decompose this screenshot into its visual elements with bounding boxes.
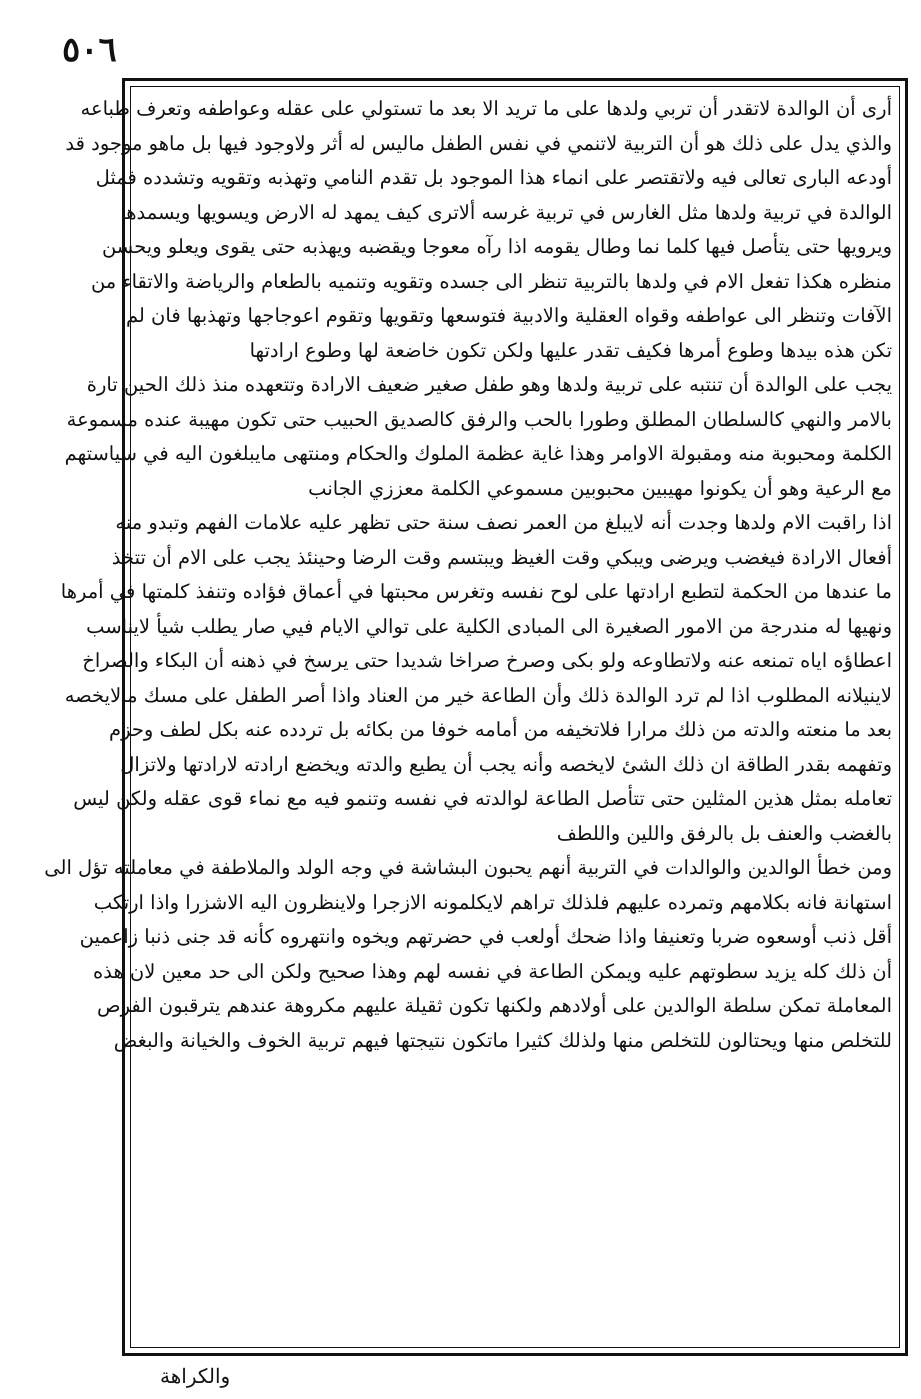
text-line: منظره هكذا تفعل الام في ولدها بالتربية تنظر الى جسده وتقويه وتنميه بالطعام والرياضة والاتقاء من <box>90 269 892 293</box>
text-line: الآفات وتنظر الى عواطفه وقواه العقلية والادبية فتوسعها وتقويها وتقوم اعوجاجها وتهذبها فان لم <box>125 304 892 327</box>
text-body <box>44 92 898 1324</box>
text-line: مع الرعية وهو أن يكونوا مهيبين محبوبين مسموعي الكلمة معززي الجانب <box>308 476 892 500</box>
text-line: الكلمة ومحبوبة منه ومقبولة الاوامر وهذا غاية عظمة الملوك والحكام ومنتهى مايبلغون اليه في سياستهم <box>64 442 892 465</box>
text-line: أودعه البارى تعالى فيه ولاتقتصر على انماء هذا الموجود بل تقدم النامي وتهذبه وتقويه وتشدده فمثل <box>95 166 892 189</box>
text-line: بالامر والنهي كالسلطان المطلق وطورا بالحب والرفق كالصديق الحبيب حتى تكون مهيبة عنده مسموعة <box>66 407 892 431</box>
catchword: والكراهة <box>160 1364 231 1388</box>
text-line: اعطاؤه اياه تمنعه عنه ولاتطاوعه ولو بكى وصرخ صراخا شديدا حتى يرسخ في ذهنه أن البكاء والصراخ <box>82 649 892 672</box>
text-line: أقل ذنب أوسعوه ضربا وتعنيفا واذا ضحك أولعب في حضرتهم ويخوه وانتهروه كأنه قد جنى ذنبا زاعمين <box>79 925 892 948</box>
text-line: استهانة فانه بكلامهم وتمرده عليهم فلذلك تراهم لايكلمونه الازجرا ولاينظرون اليه الاشزرا واذا ارتكب <box>93 890 892 914</box>
text-line: يجب على الوالدة أن تنتبه على تربية ولدها وهو طفل صغير ضعيف الارادة وتتعهده منذ ذلك الحين تارة <box>86 373 892 396</box>
text-line: أرى أن الوالدة لاتقدر أن تربي ولدها على ما تريد الا بعد ما تستولي على عقله وعواطفه وتعرف طباعه <box>80 97 892 120</box>
text-line: بالغضب والعنف بل بالرفق واللين واللطف <box>556 821 892 845</box>
text-line: ومن خطأ الوالدين والوالدات في التربية أنهم يحبون البشاشة في وجه الولد والملاطفة في معاملته تؤل الى <box>44 856 892 879</box>
text-line: أن ذلك كله يزيد سطوتهم عليه ويمكن الطاعة في نفسه لهم وهذا صحيح ولكن الى حد معين لان هذه <box>93 959 892 983</box>
text-line: والذي يدل على ذلك هو أن التربية لاتنمي في نفس الطفل ماليس له أثر ولاوجود فيها بل ماهو موجود قد <box>65 131 892 155</box>
text-line: وتفهمه بقدر الطاقة ان ذلك الشئ لايخصه وأنه يجب أن يطيع والدته ويخضع ارادته لارادتها ولاتزال <box>120 752 892 776</box>
text-line: المعاملة تمكن سلطة الوالدين على أولادهم ولكنها تكون ثقيلة عليهم مكروهة عندهم يترقبون الفرص <box>97 994 892 1017</box>
text-line: أفعال الارادة فيغضب ويرضى ويبكي وقت الغيظ ويبتسم وقت الرضا وحينئذ يجب على الام أن تتخذ <box>111 545 892 569</box>
text-line: اذا راقبت الام ولدها وجدت أنه لايبلغ من العمر نصف سنة حتى تظهر عليه علامات الفهم وتبدو منه <box>115 511 892 534</box>
text-line: بعد ما منعته والدته من ذلك مرارا فلاتخيفه من أمامه خوفا من بكائه بل تردده عنه بكل لطف وحزم <box>109 718 892 741</box>
text-line: لاينيلانه المطلوب اذا لم ترد الوالدة ذلك وأن الطاعة خير من العناد واذا أصر الطفل على مسك مالايخصه <box>64 683 892 707</box>
text-line: ونهيها له مندرجة من الامور الصغيرة الى المبادى الكلية على توالي الايام فيي صار يطلب شيأ لايناسب <box>86 614 892 638</box>
text-line: ويرويها حتى يتأصل فيها كلما نما وطال يقومه اذا رآه معوجا ويقضبه ويهذبه حتى يقوى ويعلو ويحسن <box>101 235 892 258</box>
page-number: ٥٠٦ <box>62 30 117 70</box>
text-line: الوالدة في تربية ولدها مثل الغارس في تربية غرسه ألاترى كيف يمهد له الارض ويسويها ويسمدها <box>120 200 892 224</box>
text-line: تكن هذه بيدها وطوع أمرها فكيف تقدر عليها ولكن تكون خاضعة لها وطوع ارادتها <box>249 338 892 362</box>
text-line: ما عندها من الحكمة لتطبع ارادتها على لوح نفسه وتغرس محبتها في أعماق فؤاده وتنفذ كلمتها في أمرها <box>60 580 892 603</box>
text-line: تعامله بمثل هذين المثلين حتى تتأصل الطاعة لوالدته في نفسه وتنمو فيه مع نماء قوى عقله ولكن ليس <box>73 787 892 810</box>
text-line: للتخلص منها ويحتالون للتخلص منها ولذلك كثيرا ماتكون نتيجتها فيهم تربية الخوف والخيانة والبغض <box>113 1028 892 1052</box>
